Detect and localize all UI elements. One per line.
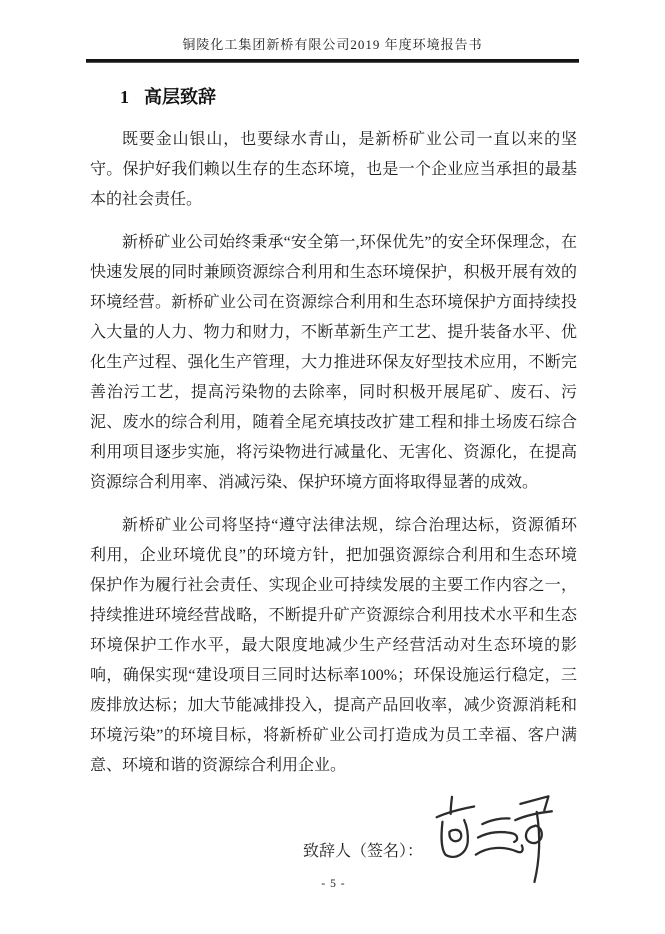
- page-content: [0, 83, 665, 891]
- signature-label: 致辞人（签名）：: [302, 842, 423, 860]
- running-header-title: 铜陵化工集团新桥有限公司2019 年度环境报告书: [182, 37, 483, 52]
- section-title: [120, 83, 577, 109]
- signature-row: [90, 795, 577, 891]
- handwritten-signature-image: [425, 782, 565, 891]
- section-number: 1: [120, 87, 129, 107]
- paragraph: 新桥矿业公司始终秉承“安全第一,环保优先”的安全环保理念，在快速发展的同时兼顾资源综合利用和生态环境保护，积极开展有效的环境经营。新桥矿业公司在资源综合利用和生态环境保护方面持续投入大量的人力、物力和财力，不断革新生产工艺、提升装备水平、优化生产过程、强化生产管理，大力推进环保友好型技术应用，不断完善治污工艺，提高污染物的去除率，同时积极开展尾矿、废石、污泥、废水的综合利用，随着全尾充填技改扩建工程和排土场废石综合利用项目逐步实施，将污染物进行减量化、无害化、资源化，在提高资源综合利用率、消减污染、保护环境方面将取得显著的成效。: [90, 234, 577, 491]
- section-title-text: 高层致辞: [144, 87, 216, 107]
- page-footer: [90, 878, 577, 890]
- paragraph: 新桥矿业公司将坚持“遵守法律法规，综合治理达标，资源循环利用，企业环境优良”的环境方针，把加强资源综合利用和生态环境保护作为履行社会责任、实现企业可持续发展的主要工作内容之一，持续推进环境经营战略，不断提升矿产资源综合利用技术水平和生态环境保护工作水平，最大限度地减少生产经营活动对生态环境的影响，确保实现“建设项目三同时达标率100%；环保设施运行稳定，三废排放达标；加大节能减排投入，提高产品回收率，减少资源消耗和环境污染”的环境目标，将新桥矿业公司打造成为员工幸福、客户满意、环境和谐的资源综合利用企业。: [90, 517, 577, 774]
- header-rule: [86, 59, 579, 63]
- paragraph: 既要金山银山，也要绿水青山，是新桥矿业公司一直以来的坚守。保护好我们赖以生存的生态环境，也是一个企业应当承担的最基本的社会责任。: [90, 131, 577, 208]
- page-number: - 5 -: [321, 878, 346, 890]
- running-header: [0, 0, 665, 54]
